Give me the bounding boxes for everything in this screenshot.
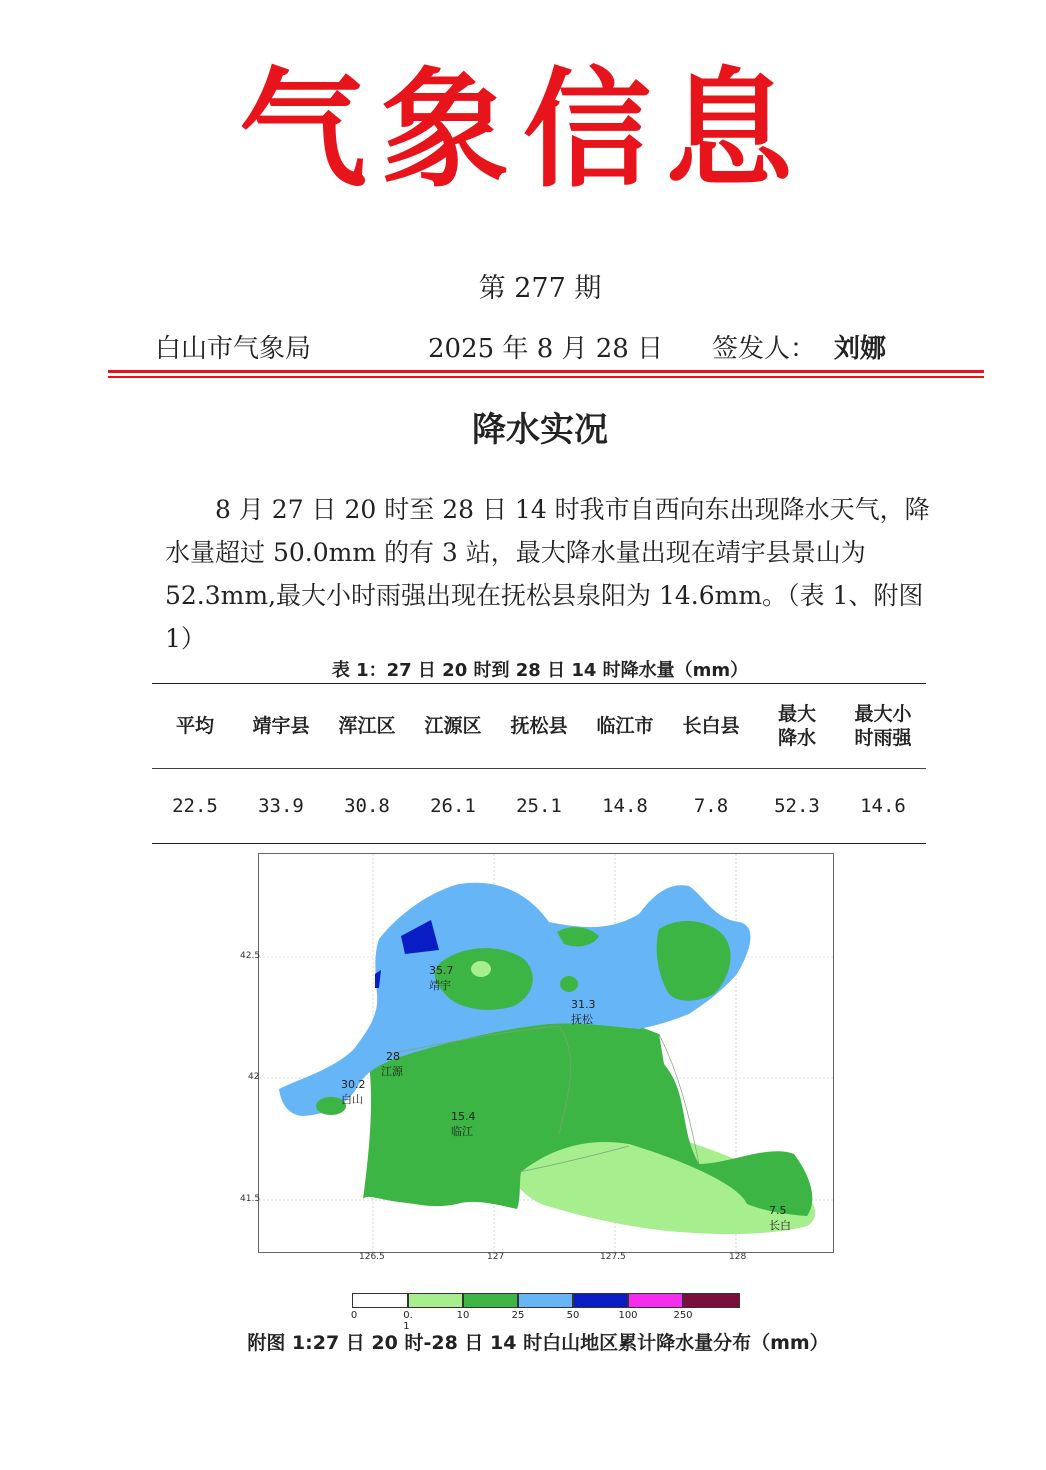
header-line: 最大小 — [854, 703, 912, 725]
table-caption: 表 1：27 日 20 时到 28 日 14 时降水量（mm） — [331, 660, 749, 681]
station-jingyu — [429, 964, 454, 993]
header-line: 浑江区 — [338, 715, 396, 737]
station-name: 临江 — [451, 1125, 473, 1138]
station-name: 江源 — [381, 1065, 403, 1078]
table-header-cell — [152, 684, 238, 769]
table-cell: 14.8 — [582, 769, 668, 844]
header-line: 长白县 — [682, 715, 740, 737]
precipitation-map — [258, 853, 834, 1253]
table-header-row — [152, 684, 926, 769]
table-header-cell — [238, 684, 324, 769]
rain-region-green-dot — [560, 976, 578, 992]
legend-swatch-250 — [683, 1293, 740, 1308]
x-tick-label: 127.5 — [600, 1252, 626, 1262]
issuing-bureau: 白山市气象局 — [155, 334, 312, 364]
rainfall-table — [152, 683, 926, 844]
table-row — [152, 769, 926, 844]
header-line: 最大 — [777, 703, 816, 725]
summary-paragraph — [165, 488, 935, 660]
table-header-cell — [496, 684, 582, 769]
header-line: 平均 — [175, 715, 214, 737]
station-linjiang — [451, 1110, 476, 1139]
table-header-cell — [754, 684, 840, 769]
station-value: 7.5 — [769, 1204, 787, 1217]
legend-label: 10 — [456, 1310, 470, 1321]
legend-swatch-10 — [463, 1293, 518, 1308]
legend-swatch-25 — [518, 1293, 573, 1308]
station-value: 15.4 — [451, 1110, 476, 1123]
table-cell: 52.3 — [754, 769, 840, 844]
table-cell: 22.5 — [152, 769, 238, 844]
station-jiangyuan — [381, 1050, 403, 1079]
legend-swatch-0 — [352, 1293, 408, 1308]
signer — [712, 328, 886, 365]
legend-label: 50 — [566, 1310, 580, 1321]
header-line: 抚松县 — [510, 715, 568, 737]
station-value: 31.3 — [571, 998, 596, 1011]
signer-name: 刘娜 — [834, 334, 887, 364]
station-value: 35.7 — [429, 964, 454, 977]
header-line: 降水 — [777, 727, 816, 749]
legend-swatch-100 — [628, 1293, 683, 1308]
issue-date: 2025 年 8 月 28 日 — [428, 334, 664, 364]
legend-label: 0 — [350, 1310, 358, 1321]
legend-swatch-50 — [573, 1293, 628, 1308]
station-baishan — [341, 1078, 366, 1107]
station-name: 白山 — [341, 1093, 363, 1106]
header-line: 江源区 — [424, 715, 482, 737]
x-tick-label: 126.5 — [359, 1252, 385, 1262]
legend-label: 0. 1 — [403, 1310, 413, 1332]
station-value: 30.2 — [341, 1078, 366, 1091]
table-header-cell — [410, 684, 496, 769]
figure-caption: 附图 1:27 日 20 时-28 日 14 时白山地区累计降水量分布（mm） — [247, 1332, 829, 1354]
y-tick-label: 42 — [248, 1072, 260, 1082]
station-name: 长白 — [769, 1219, 791, 1232]
table-header-cell — [324, 684, 410, 769]
section-heading: 降水实况 — [472, 410, 608, 450]
table-cell: 14.6 — [840, 769, 926, 844]
summary-text: 8 月 27 日 20 时至 28 日 14 时我市自西向东出现降水天气，降水量超过 50.0mm 的有 3 站，最大降水量出现在靖宇县景山为 52.3mm,最大小时雨强出现在抚松县泉阳为 14.6mm。（表 1、附图 1） — [165, 495, 930, 653]
table-header-cell — [668, 684, 754, 769]
x-tick-label: 128 — [729, 1252, 747, 1262]
station-name: 靖宇 — [429, 979, 451, 992]
header-rule-thin — [108, 376, 984, 378]
station-value: 28 — [386, 1050, 400, 1063]
table-header-cell — [840, 684, 926, 769]
y-tick-label: 41.5 — [240, 1194, 261, 1204]
table-cell: 7.8 — [668, 769, 754, 844]
legend-swatch-01 — [408, 1293, 463, 1308]
table-cell: 25.1 — [496, 769, 582, 844]
station-name: 抚松 — [571, 1013, 593, 1026]
table-header-cell — [582, 684, 668, 769]
signer-label: 签发人： — [712, 334, 817, 364]
legend-label: 100 — [618, 1310, 638, 1321]
legend-label: 25 — [511, 1310, 525, 1321]
legend-label: 250 — [673, 1310, 693, 1321]
issue-number: 第 277 期 — [478, 273, 602, 304]
y-tick-label: 42.5 — [240, 951, 261, 961]
station-fusong — [571, 998, 596, 1027]
header-rule-thick — [108, 370, 984, 373]
header-line: 时雨强 — [854, 727, 912, 749]
station-changbai — [769, 1204, 791, 1233]
rain-region-light-dot — [471, 961, 491, 977]
table-cell: 33.9 — [238, 769, 324, 844]
table-cell: 30.8 — [324, 769, 410, 844]
precipitation-map-canvas — [259, 854, 833, 1252]
header-line: 靖宇县 — [252, 715, 310, 737]
x-tick-label: 127 — [487, 1252, 505, 1262]
table-cell: 26.1 — [410, 769, 496, 844]
header-line: 临江市 — [596, 715, 654, 737]
masthead-title: 气象信息 — [238, 55, 807, 205]
